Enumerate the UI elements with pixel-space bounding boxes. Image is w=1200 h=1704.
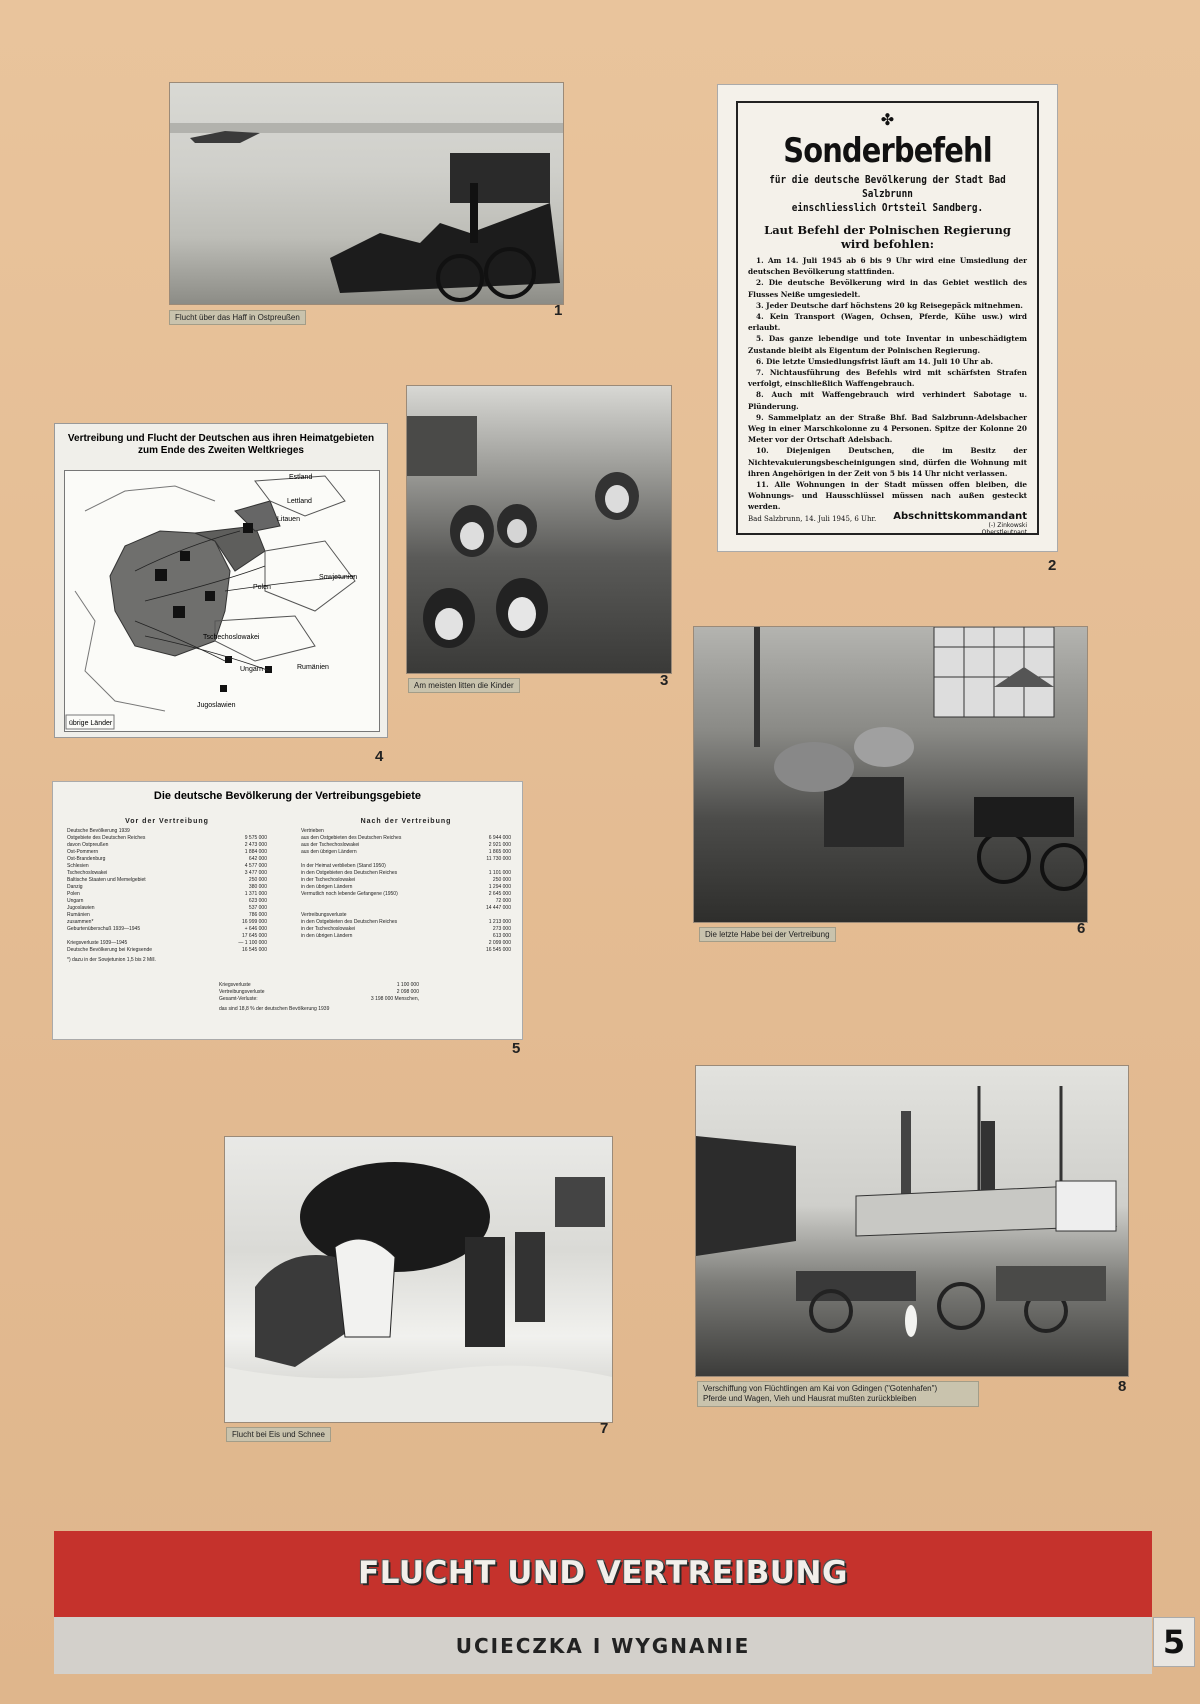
table-row [67, 947, 267, 954]
table-left-column [67, 818, 267, 964]
table-cell-value: 16 999 000 [241, 919, 267, 925]
table-cell-label: aus den übrigen Ländern [301, 849, 357, 855]
poster-subtitle-2: einschliesslich Ortsteil Sandberg. [791, 201, 984, 214]
table-row [67, 891, 267, 898]
table-cell-label: Rumänien [67, 912, 90, 918]
table-cell-label: In der Heimat verblieben (Stand 1950) [301, 863, 386, 869]
table-title: Die deutsche Bevölkerung der Vertreibungsgebiete [153, 790, 422, 802]
table-cell-label: Vertreibungsverluste [301, 912, 347, 918]
table-row [301, 898, 511, 905]
table-row [67, 926, 267, 933]
table-right-column [301, 818, 511, 954]
item-number-6: 6 [1077, 920, 1086, 937]
map-label: Lettland [287, 498, 312, 505]
table-cell-value: 17 645 000 [241, 933, 267, 939]
table-cell-value: 4 577 000 [244, 863, 267, 869]
banner-title-band [54, 1531, 1152, 1617]
table-cell-label: zusammen* [67, 919, 94, 925]
table-cell-label: Vertreibungsverluste [219, 989, 265, 995]
photo-gdingen-harbour [695, 1065, 1129, 1377]
table-row [67, 849, 267, 856]
table-cell-value: 14 447 000 [485, 905, 511, 911]
table-cell-value: 6 944 000 [488, 835, 511, 841]
table-left-header: Vor der Vertreibung [125, 818, 209, 825]
table-cell-label: in den übrigen Ländern [301, 884, 353, 890]
map-graphic [64, 470, 380, 732]
ice-snow-scene-illustration [225, 1137, 612, 1422]
table-row [301, 877, 511, 884]
table-cell-value: 1 884 000 [244, 849, 267, 855]
table-cell-value: 786 000 [248, 912, 267, 918]
table-cell-label: Ungarn [67, 898, 84, 904]
poster-paragraph: 6. Die letzte Umsiedlungsfrist läuft am 14. Juli 10 Uhr ab. [756, 356, 994, 366]
table-row [67, 835, 267, 842]
map-label: Jugoslawien [197, 702, 236, 709]
table-row [67, 940, 267, 947]
table-row [301, 933, 511, 940]
map-label: Rumänien [297, 664, 329, 671]
poster-paragraph: 10. Diejenigen Deutschen, die im Besitz der Nichtevakuierungsbescheinigungen sind, dürfen die Wohnung mit ihren Angehörigen in der Zeit von 5 bis 14 Uhr nicht verlassen. [748, 446, 1027, 478]
caption-photo-8-line-1: Verschiffung von Flüchtlingen am Kai von Gdingen ("Gotenhafen") [703, 1384, 938, 1393]
item-number-2: 2 [1048, 557, 1057, 574]
photo-last-belongings [693, 626, 1088, 923]
table-row [301, 842, 511, 849]
poster-paragraph: 4. Kein Transport (Wagen, Ochsen, Pferde, Kühe usw.) wird erlaubt. [748, 312, 1027, 333]
table-cell-label: Deutsche Bevölkerung bei Kriegsende [67, 947, 153, 953]
table-cell-value: 642 000 [248, 856, 267, 862]
table-row [301, 863, 511, 870]
map-label: übrige Länder [69, 720, 113, 727]
table-cell-label: Danzig [67, 884, 83, 890]
poster-body [748, 255, 1027, 513]
map-label: Tschechoslowakei [203, 634, 260, 641]
item-number-4: 4 [375, 748, 384, 765]
poster-paragraph: 11. Alle Wohnungen in der Stadt müssen offen bleiben, die Wohnungs- und Hausschlüssel müssen nach außen gesteckt werden. [748, 480, 1027, 512]
table-cell-label: Deutsche Bevölkerung 1939 [67, 828, 130, 834]
photo-haff-flight [169, 82, 564, 305]
table-cell-label: Ost-Brandenburg [67, 856, 106, 862]
table-row [301, 828, 511, 835]
eagle-emblem-icon: ✤ [880, 110, 895, 129]
poster-heading: Laut Befehl der Polnischen Regierung wird befohlen: [764, 223, 1011, 251]
map-label: Polen [253, 584, 271, 591]
table-row [301, 926, 511, 933]
haff-scene-illustration [170, 83, 563, 304]
table-cell-value: 72 000 [495, 898, 511, 904]
poster-paragraph: 2. Die deutsche Bevölkerung wird in das Gebiet westlich des Flusses Neiße umgesiedelt. [748, 278, 1027, 299]
poster-subtitle-1: für die deutsche Bevölkerung der Stadt Bad Salzbrunn [769, 173, 1006, 200]
table-row [67, 933, 267, 940]
item-number-1: 1 [554, 302, 563, 319]
table-cell-label: Tschechoslowakei [67, 870, 108, 876]
caption-photo-7: Flucht bei Eis und Schnee [226, 1427, 331, 1442]
table-cell-value: 1 865 000 [488, 849, 511, 855]
table-cell-value: 2 473 000 [244, 842, 267, 848]
item-number-5: 5 [512, 1040, 521, 1057]
table-row [301, 835, 511, 842]
table-cell-value: + 646 000 [244, 926, 267, 932]
table-row [67, 877, 267, 884]
table-cell-label: Jugoslawien [67, 905, 95, 911]
table-row [219, 982, 419, 989]
map-label: Estland [289, 474, 313, 481]
table-row [301, 905, 511, 912]
table-row [67, 884, 267, 891]
population-table [52, 781, 523, 1040]
table-cell-value: 2 099 000 [488, 940, 511, 946]
table-row [301, 891, 511, 898]
table-cell-label: Vermutlich noch lebende Gefangene (1950) [301, 891, 398, 897]
table-row [301, 940, 511, 947]
photo-ice-snow [224, 1136, 613, 1423]
harbour-scene-illustration [696, 1066, 1128, 1376]
banner-subtitle: UCIECZKA I WYGNANIE [455, 1634, 751, 1658]
map-label: Ungarn [240, 666, 263, 673]
table-cell-label: Kriegsverluste 1939—1945 [67, 940, 128, 946]
table-row [301, 870, 511, 877]
poster-signature-title: Abschnittskommandant [893, 511, 1027, 522]
table-cell-label: Geburtenüberschuß 1939—1945 [67, 926, 141, 932]
table-cell-value: 273 000 [492, 926, 511, 932]
table-cell-label: Baltische Staaten und Memelgebiet [67, 877, 146, 883]
map-label: Litauen [277, 516, 300, 523]
poster-rank: Oberstleutnant [981, 529, 1027, 536]
caption-photo-8 [697, 1381, 979, 1407]
item-number-7: 7 [600, 1420, 609, 1437]
table-row [219, 996, 419, 1003]
table-cell-value: 2 098 000 [396, 989, 419, 995]
children-scene-illustration [407, 386, 671, 673]
table-right-header: Nach der Vertreibung [360, 818, 452, 825]
item-number-8: 8 [1118, 1378, 1127, 1395]
table-cell-value: 16 545 000 [485, 947, 511, 953]
poster-paragraph: 8. Auch mit Waffengebrauch wird verhindert Sabotage u. Plünderung. [748, 390, 1027, 411]
table-cell-label: aus der Tschechoslowakei [301, 842, 360, 848]
table-cell-label: Ostgebiete des Deutschen Reiches [67, 835, 146, 841]
table-row [67, 912, 267, 919]
table-row [67, 898, 267, 905]
table-row [67, 856, 267, 863]
belongings-scene-illustration [694, 627, 1087, 922]
table-cell-value: 613 000 [492, 933, 511, 939]
poster-paragraph: 7. Nichtausführung des Befehls wird mit schärfsten Strafen verfolgt, einschließlich Waffengebrauch. [748, 368, 1027, 389]
table-cell-label: davon Ostpreußen [67, 842, 109, 848]
poster-paragraph: 5. Das ganze lebendige und tote Inventar in unbeschädigtem Zustande bleibt als Eigentum der Polnischen Regierung. [748, 334, 1027, 355]
table-cell-label: Schlesien [67, 863, 89, 869]
table-row [301, 856, 511, 863]
table-row [301, 884, 511, 891]
expulsion-map [54, 423, 388, 738]
table-footnote: *) dazu in der Sowjetunion 1,5 bis 2 Mill. [67, 957, 156, 963]
table-cell-label: Gesamt-Verluste: [219, 996, 258, 1002]
table-row [301, 912, 511, 919]
table-cell-label: Polen [67, 891, 80, 897]
table-row [301, 947, 511, 954]
table-cell-value: 250 000 [492, 877, 511, 883]
table-cell-value: — 1 100 000 [238, 940, 267, 946]
table-row [219, 989, 419, 996]
caption-photo-8-line-2: Pferde und Wagen, Vieh und Hausrat mußten zurückbleiben [703, 1394, 917, 1403]
poster-signature [893, 511, 1027, 536]
banner-title: FLUCHT UND VERTREIBUNG [358, 1555, 848, 1591]
table-cell-label: in den übrigen Ländern [301, 933, 353, 939]
table-cell-label: Kriegsverluste [219, 982, 251, 988]
table-cell-label: in der Tschechoslowakei [301, 877, 356, 883]
table-cell-label: in den Ostgebieten des Deutschen Reiches [301, 870, 398, 876]
poster-title: Sonderbefehl [783, 131, 992, 171]
table-cell-value: 11 730 000 [486, 856, 511, 862]
table-cell-value: 623 000 [248, 898, 267, 904]
poster-date: Bad Salzbrunn, 14. Juli 1945, 6 Uhr. [748, 515, 877, 523]
table-cell-value: 9 575 000 [244, 835, 267, 841]
table-row [67, 863, 267, 870]
map-title-line-1: Vertreibung und Flucht der Deutschen aus ihren Heimatgebieten [67, 433, 375, 444]
table-row [67, 842, 267, 849]
table-cell-value: 16 545 000 [241, 947, 267, 953]
map-title-line-2: zum Ende des Zweiten Weltkrieges [138, 445, 304, 456]
table-cell-value: 1 294 000 [488, 884, 511, 890]
item-number-3: 3 [660, 672, 669, 689]
sonderbefehl-poster [717, 84, 1058, 552]
poster-paragraph: 3. Jeder Deutsche darf höchstens 20 kg Reisegepäck mitnehmen. [756, 300, 1023, 310]
table-cell-value: 1 101 000 [488, 870, 511, 876]
table-cell-label: aus den Ostgebieten des Deutschen Reiches [301, 835, 402, 841]
table-cell-value: 2 645 000 [488, 891, 511, 897]
caption-photo-6: Die letzte Habe bei der Vertreibung [699, 927, 836, 942]
table-cell-value: 1 213 000 [488, 919, 511, 925]
map-label: Sowjetunion [319, 574, 358, 581]
table-cell-value: 2 921 000 [488, 842, 511, 848]
poster-paragraph: 9. Sammelplatz an der Straße Bhf. Bad Salzbrunn-Adelsbacher Weg in einer Marschkolonne zu 4 Personen. Spitze der Kolonne 20 Meter vor der Ortschaft Adelsbach. [748, 412, 1027, 445]
table-cell-value: 1 371 000 [244, 891, 267, 897]
map-title [55, 433, 387, 457]
table-cell-value: 1 100 000 [396, 982, 419, 988]
table-row [67, 905, 267, 912]
table-summary [219, 982, 419, 1013]
table-cell-label: in der Tschechoslowakei [301, 926, 356, 932]
table-cell-value: 380 000 [248, 884, 267, 890]
table-row [301, 919, 511, 926]
table-cell-value: 3 477 000 [244, 870, 267, 876]
table-row [67, 828, 267, 835]
table-cell-label: Ost-Pommern [67, 849, 99, 855]
table-cell-value: 3 198 000 Menschen, [370, 996, 419, 1002]
poster-footer [748, 511, 1027, 536]
table-summary-note: das sind 18,8 % der deutschen Bevölkerung 1939 [219, 1006, 330, 1012]
caption-photo-3: Am meisten litten die Kinder [408, 678, 520, 693]
table-row [301, 849, 511, 856]
table-cell-value: 250 000 [248, 877, 267, 883]
panel-number-badge: 5 [1153, 1617, 1195, 1667]
table-cell-value: 537 000 [248, 905, 267, 911]
poster-paragraph: 1. Am 14. Juli 1945 ab 6 bis 9 Uhr wird eine Umsiedlung der deutschen Bevölkerung stattfinden. [748, 256, 1027, 277]
poster-signer: (-) Zinkowski [988, 522, 1027, 529]
photo-children [406, 385, 672, 674]
table-cell-label: in den Ostgebieten des Deutschen Reiches [301, 919, 398, 925]
table-row [67, 870, 267, 877]
caption-photo-1: Flucht über das Haff in Ostpreußen [169, 310, 306, 325]
table-cell-label: Vertrieben [301, 828, 324, 834]
banner-subtitle-band [54, 1617, 1152, 1674]
table-row [67, 919, 267, 926]
